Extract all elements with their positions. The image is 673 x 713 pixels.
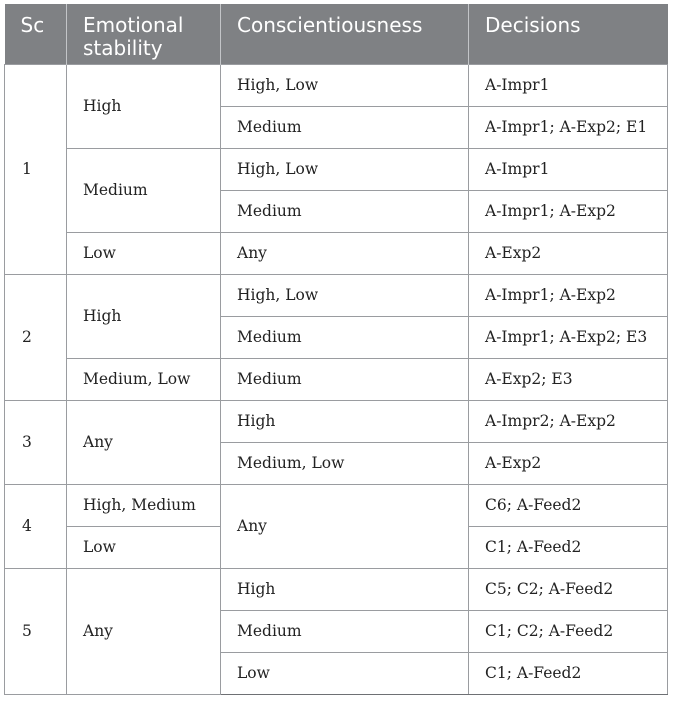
table-row xyxy=(5,64,668,106)
conscientiousness-cell: Medium, Low xyxy=(221,442,469,484)
conscientiousness-cell: High, Low xyxy=(221,64,469,106)
emotional-stability-cell: Any xyxy=(67,568,221,694)
conscientiousness-cell: Any xyxy=(221,232,469,274)
table-row xyxy=(5,400,668,442)
emotional-stability-cell: Medium, Low xyxy=(67,358,221,400)
table-header xyxy=(5,4,668,64)
conscientiousness-cell: Medium xyxy=(221,106,469,148)
sc-cell: 2 xyxy=(5,274,67,400)
decision-table xyxy=(4,4,668,695)
decisions-cell: C6; A-Feed2 xyxy=(469,484,668,526)
table-row xyxy=(5,568,668,610)
emotional-stability-cell: Any xyxy=(67,400,221,484)
conscientiousness-cell: High xyxy=(221,400,469,442)
decisions-cell: A-Impr1; A-Exp2 xyxy=(469,190,668,232)
decisions-cell: A-Impr1 xyxy=(469,64,668,106)
emotional-stability-cell: High xyxy=(67,64,221,148)
decisions-cell: C1; A-Feed2 xyxy=(469,526,668,568)
conscientiousness-cell: Medium xyxy=(221,316,469,358)
decisions-cell: A-Impr1 xyxy=(469,148,668,190)
emotional-stability-cell: Medium xyxy=(67,148,221,232)
decisions-cell: A-Impr2; A-Exp2 xyxy=(469,400,668,442)
conscientiousness-cell: Medium xyxy=(221,190,469,232)
header-sc: Sc xyxy=(5,4,67,64)
sc-cell: 4 xyxy=(5,484,67,568)
table-row xyxy=(5,148,668,190)
table-row xyxy=(5,232,668,274)
decisions-cell: C5; C2; A-Feed2 xyxy=(469,568,668,610)
conscientiousness-cell: High, Low xyxy=(221,274,469,316)
sc-cell: 3 xyxy=(5,400,67,484)
decisions-cell: A-Exp2 xyxy=(469,442,668,484)
sc-cell: 1 xyxy=(5,64,67,274)
emotional-stability-cell: High, Medium xyxy=(67,484,221,526)
conscientiousness-cell: Medium xyxy=(221,358,469,400)
table-body xyxy=(5,64,668,694)
header-decisions: Decisions xyxy=(469,4,668,64)
header-conscientiousness: Conscientiousness xyxy=(221,4,469,64)
decisions-cell: A-Exp2 xyxy=(469,232,668,274)
emotional-stability-cell: Low xyxy=(67,232,221,274)
table-row xyxy=(5,274,668,316)
conscientiousness-cell: Medium xyxy=(221,610,469,652)
decisions-cell: A-Impr1; A-Exp2 xyxy=(469,274,668,316)
table-row xyxy=(5,358,668,400)
decisions-cell: A-Impr1; A-Exp2; E1 xyxy=(469,106,668,148)
conscientiousness-cell: Low xyxy=(221,652,469,694)
header-emotional-stability: Emotional stability xyxy=(67,4,221,64)
emotional-stability-cell: Low xyxy=(67,526,221,568)
header-row xyxy=(5,4,668,64)
decisions-cell: C1; C2; A-Feed2 xyxy=(469,610,668,652)
decisions-cell: A-Impr1; A-Exp2; E3 xyxy=(469,316,668,358)
conscientiousness-cell: High xyxy=(221,568,469,610)
sc-cell: 5 xyxy=(5,568,67,694)
emotional-stability-cell: High xyxy=(67,274,221,358)
decisions-cell: A-Exp2; E3 xyxy=(469,358,668,400)
decisions-cell: C1; A-Feed2 xyxy=(469,652,668,694)
conscientiousness-cell: High, Low xyxy=(221,148,469,190)
table-row xyxy=(5,484,668,526)
conscientiousness-cell: Any xyxy=(221,484,469,568)
